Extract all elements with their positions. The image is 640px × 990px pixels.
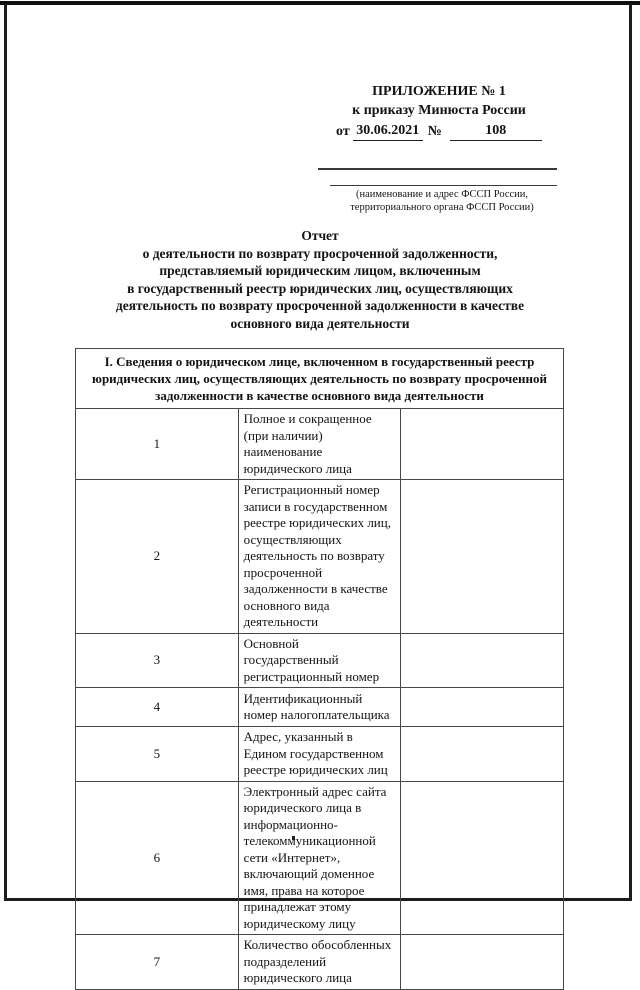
row-value bbox=[401, 409, 564, 480]
fssp-caption-line-1: (наименование и адрес ФССП России, bbox=[355, 189, 529, 200]
order-number: 108 bbox=[450, 121, 542, 141]
order-date-prefix: от bbox=[336, 124, 350, 139]
table-row bbox=[76, 688, 564, 727]
row-label: Полное и сокращенное (при наличии) наименование юридического лица bbox=[238, 409, 401, 480]
row-value bbox=[401, 935, 564, 990]
table-row bbox=[76, 633, 564, 688]
scan-border-left bbox=[4, 4, 7, 901]
report-title-line: деятельность по возврату просроченной задолженности в качестве bbox=[115, 298, 525, 313]
order-date-number-line bbox=[336, 121, 542, 141]
row-value bbox=[401, 633, 564, 688]
scan-border-right bbox=[629, 4, 632, 901]
order-number-label: № bbox=[427, 124, 442, 139]
fssp-name-caption bbox=[320, 188, 564, 214]
row-number: 4 bbox=[76, 688, 239, 727]
row-number: 5 bbox=[76, 727, 239, 782]
report-title-line: о деятельности по возврату просроченной задолженности, bbox=[142, 245, 498, 261]
row-number: 7 bbox=[76, 935, 239, 990]
report-title-line: в государственный реестр юридических лиц, осуществляющих bbox=[127, 280, 513, 296]
table-section-title: I. Сведения о юридическом лице, включенном в государственный реестр юридических лиц, осуществляющих деятельность по возврату просроченной задолженности в качестве основного вида деятельности bbox=[76, 349, 564, 409]
report-title bbox=[40, 227, 600, 332]
fssp-name-blank-line-1 bbox=[318, 168, 557, 170]
row-number: 6 bbox=[76, 781, 239, 935]
row-value bbox=[401, 688, 564, 727]
fssp-caption-line-2: территориального органа ФССП России) bbox=[350, 202, 534, 213]
table-row bbox=[76, 480, 564, 634]
row-label: Адрес, указанный в Едином государственном реестре юридических лиц bbox=[238, 727, 401, 782]
row-label: Электронный адрес сайта юридического лица в информационно-телекоммуникационной сети «Интернет», включающий доменное имя, права на которое принадлежат этому юридическому лицу bbox=[238, 781, 401, 935]
row-number: 3 bbox=[76, 633, 239, 688]
row-value bbox=[401, 781, 564, 935]
appendix-header bbox=[336, 82, 542, 141]
legal-entity-info-table bbox=[75, 348, 564, 990]
row-number: 1 bbox=[76, 409, 239, 480]
table-row bbox=[76, 935, 564, 990]
scan-border-top bbox=[0, 1, 640, 5]
report-title-line: основного вида деятельности bbox=[230, 315, 410, 331]
report-title-line: представляемый юридическим лицом, включенным bbox=[159, 263, 481, 278]
row-label: Идентификационный номер налогоплательщика bbox=[238, 688, 401, 727]
row-label: Количество обособленных подразделений юридического лица bbox=[238, 935, 401, 990]
appendix-title: ПРИЛОЖЕНИЕ № 1 bbox=[372, 84, 506, 99]
report-title-line: Отчет bbox=[301, 228, 339, 243]
row-label: Регистрационный номер записи в государственном реестре юридических лиц, осуществляющих деятельность по возврату просроченной задолженности в качестве основного вида деятельности bbox=[238, 480, 401, 634]
table-row bbox=[76, 409, 564, 480]
fssp-name-blank-line-2 bbox=[330, 185, 557, 186]
table-section-header-row bbox=[76, 349, 564, 409]
row-value bbox=[401, 480, 564, 634]
appendix-subtitle: к приказу Минюста России bbox=[352, 103, 526, 118]
table-row bbox=[76, 781, 564, 935]
table-row bbox=[76, 727, 564, 782]
row-number: 2 bbox=[76, 480, 239, 634]
order-date: 30.06.2021 bbox=[353, 121, 423, 141]
row-label: Основной государственный регистрационный номер bbox=[238, 633, 401, 688]
row-value bbox=[401, 727, 564, 782]
